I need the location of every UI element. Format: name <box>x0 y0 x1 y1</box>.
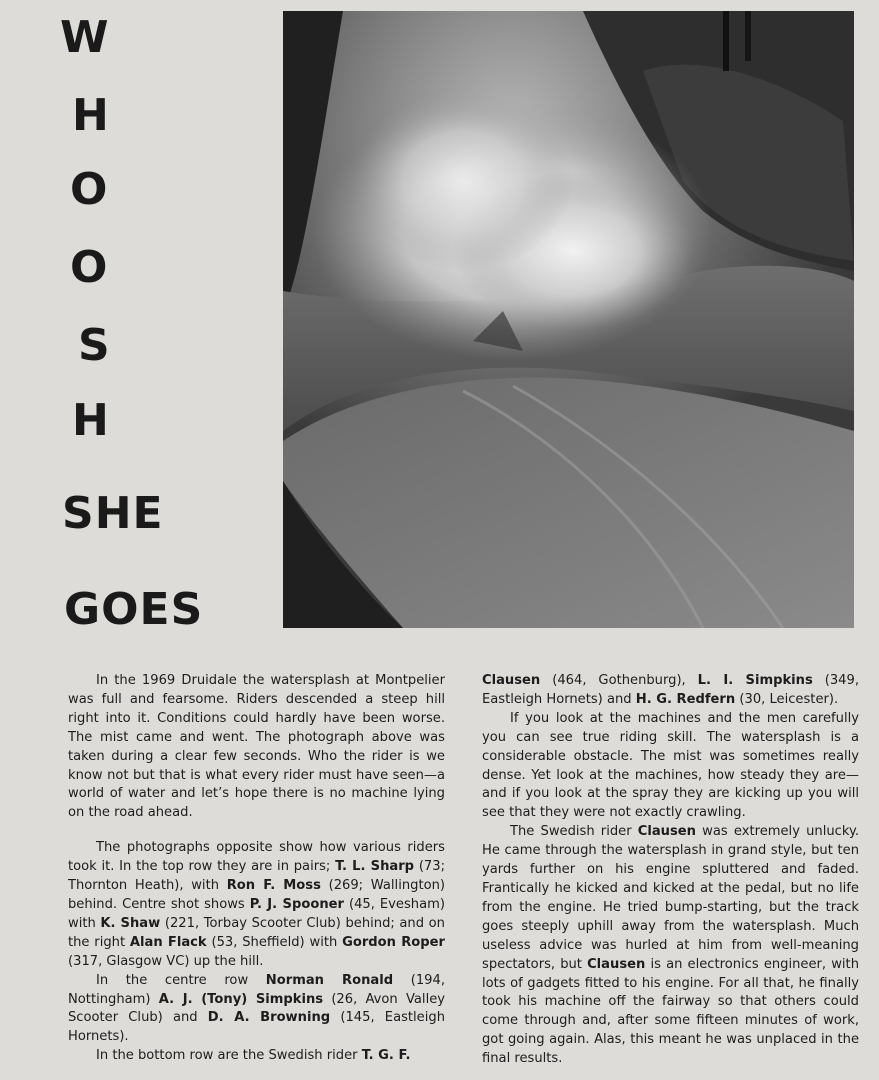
headline-letter-w: W <box>60 12 110 63</box>
rider-name: Clausen <box>482 673 541 688</box>
rider-name: Alan Flack <box>129 934 207 950</box>
article-paragraph: In the centre row Norman Ronald (194, Nottingham) A. J. (Tony) Simpkins (26, Avon Valley Scooter Club) and D. A. Browning (145, Eastleigh Hornets). <box>68 972 446 1045</box>
rider-name: P. J. Spooner <box>249 896 344 912</box>
rider-name: A. J. (Tony) Simpkins <box>158 991 324 1007</box>
rider-name: H. G. Redfern <box>635 691 736 707</box>
headline-letter-s: S <box>78 320 111 371</box>
rider-name: T. G. F. <box>361 1048 411 1064</box>
headline-word-goes: GOES <box>64 584 204 635</box>
rider-name: K. Shaw <box>100 915 161 931</box>
rider-name: Norman Ronald <box>265 972 394 988</box>
article-paragraph: Clausen (464, Gothenburg), L. I. Simpkins (349, Eastleigh Hornets) and H. G. Redfern (30, Leicester). <box>482 673 859 707</box>
headline-letter-h: H <box>72 395 110 446</box>
article-column-left <box>68 672 445 1066</box>
watersplash-photo <box>283 11 854 628</box>
article-paragraph: The photographs opposite show how various riders took it. In the top row they are in pairs; T. L. Sharp (73; Thornton Heath), with Ron F. Moss (269; Wallington) behind. Centre shot shows P. J. Spooner (45, Evesham) with K. Shaw (221, Torbay Scooter Club) behind; and on the right Alan Flack (53, Sheffield) with Gordon Roper (317, Glasgow VC) up the hill. <box>68 840 446 969</box>
rider-name: L. I. Simpkins <box>697 673 813 688</box>
rider-name: Gordon Roper <box>342 934 446 950</box>
headline-letter-o: O <box>70 164 109 215</box>
headline-word-she: SHE <box>62 488 164 539</box>
rider-name: T. L. Sharp <box>335 859 415 875</box>
watersplash-photo-icon <box>283 11 854 628</box>
article-column-right <box>482 672 859 1069</box>
article-paragraph: In the 1969 Druidale the watersplash at Montpelier was full and fearsome. Riders descended a steep hill right into it. Conditions could hardly have been worse. The mist came and went. The photograph above was taken during a clear few seconds. Who the rider is we know not but that is what every rider must have seen—a world of water and let’s hope there is no machine lying on the road ahead. <box>68 673 445 821</box>
rider-name: Clausen <box>587 956 646 972</box>
article-paragraph: The Swedish rider Clausen was extremely unlucky. He came through the watersplash in grand style, but ten yards further on his engine spluttered and faded. Frantically he kicked and kicked at the pedal, but no life from the engine. He tried bump-starting, but the track goes steeply uphill away from the watersplash. Much useless advice was hurled at him from well-meaning spectators, but Clausen is an electronics engineer, with lots of gadgets fitted to his engine. For all that, he finally took his machine off the fairway so that others could come through and, after some fifteen minutes of work, got going again. Alas, this meant he was unplaced in the final results. <box>482 824 859 1067</box>
rider-name: Ron F. Moss <box>226 878 321 894</box>
rider-name: Clausen <box>637 824 697 840</box>
article-paragraph: If you look at the machines and the men carefully you can see true riding skill. The watersplash is a considerable obstacle. The mist was sometimes really dense. Yet look at the machines, how steady they are—and if you look at the spray they are kicking up you will see that they were not exactly crawling. <box>482 710 859 821</box>
headline-letter-o: O <box>70 242 109 293</box>
article-paragraph: In the bottom row are the Swedish rider T. G. F. <box>96 1048 411 1064</box>
headline-letter-h: H <box>72 90 110 141</box>
rider-name: D. A. Browning <box>207 1010 331 1026</box>
